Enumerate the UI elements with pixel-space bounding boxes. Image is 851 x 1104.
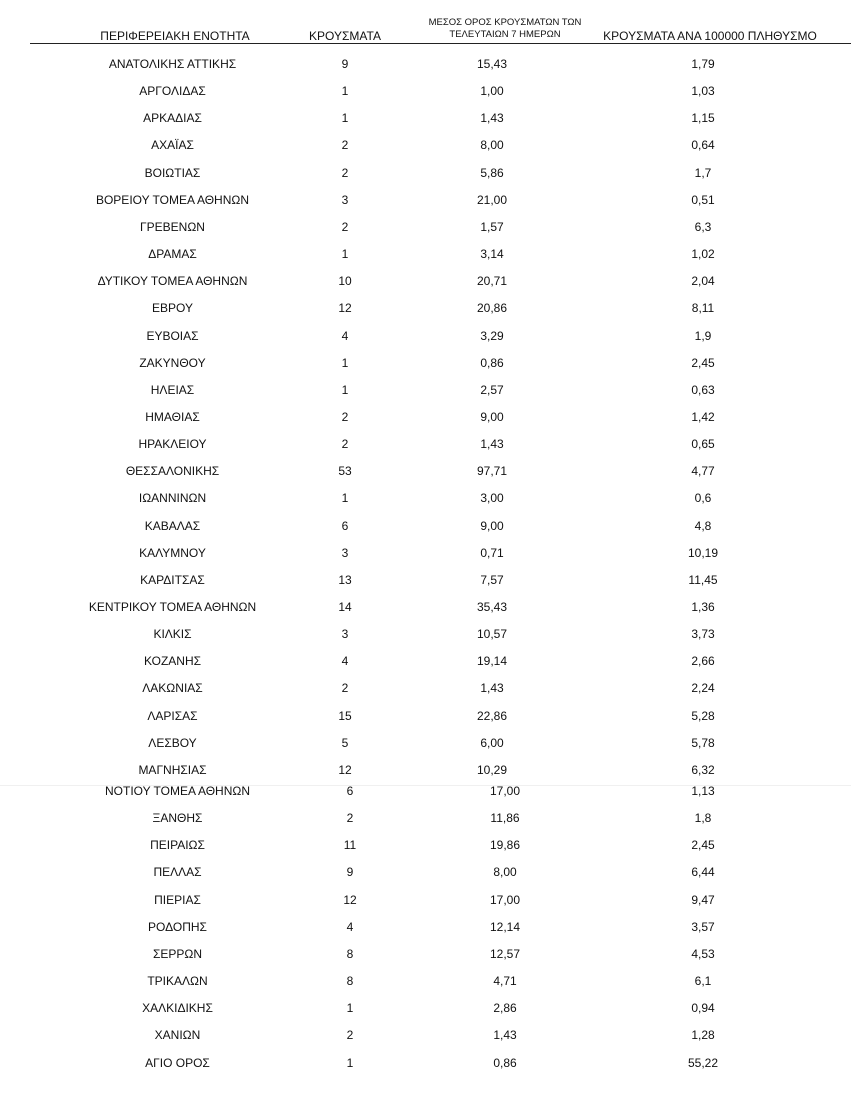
avg7-cell: 10,29: [476, 762, 508, 777]
table-row: [0, 517, 851, 535]
table-row: [0, 999, 851, 1017]
avg7-cell: 20,86: [476, 301, 508, 316]
region-cell: ΑΧΑΪΑΣ: [151, 138, 194, 153]
region-cell: ΜΑΓΝΗΣΙΑΣ: [138, 762, 207, 777]
per100k-cell: 8,11: [691, 301, 715, 316]
table-row: [0, 891, 851, 909]
cases-cell: 15: [338, 708, 352, 723]
avg7-cell: 15,43: [476, 57, 508, 71]
cases-cell: 2: [341, 165, 349, 180]
per100k-cell: 11,45: [688, 572, 718, 587]
cases-cell: 1: [346, 1001, 354, 1016]
region-cell: ΗΡΑΚΛΕΙΟΥ: [138, 437, 207, 452]
region-cell: ΓΡΕΒΕΝΩΝ: [140, 219, 205, 234]
avg7-cell: 11,86: [490, 811, 520, 826]
avg7-cell: 19,86: [489, 838, 521, 853]
avg7-cell: 2,57: [480, 382, 504, 397]
per100k-cell: 2,04: [691, 274, 715, 289]
per100k-cell: 2,66: [691, 654, 715, 669]
region-cell: ΗΛΕΙΑΣ: [150, 382, 195, 397]
avg7-cell: 8,00: [480, 138, 504, 153]
region-cell: ΔΥΤΙΚΟΥ ΤΟΜΕΑ ΑΘΗΝΩΝ: [97, 274, 248, 289]
avg7-cell: 8,00: [493, 865, 517, 880]
per100k-cell: 5,28: [691, 708, 715, 723]
cases-cell: 2: [341, 437, 349, 452]
region-cell: ΑΡΓΟΛΙΔΑΣ: [139, 84, 206, 99]
header-cases-per-100k: ΚΡΟΥΣΜΑΤΑ ΑΝΑ 100000 ΠΛΗΘΥΣΜΟ: [603, 29, 817, 43]
cases-cell: 12: [338, 762, 352, 777]
per100k-cell: 4,8: [694, 518, 712, 533]
avg7-cell: 12,57: [489, 946, 521, 961]
per100k-cell: 4,53: [691, 946, 715, 961]
avg7-cell: 6,00: [480, 735, 504, 750]
avg7-cell: 19,14: [476, 654, 508, 669]
cases-cell: 11: [343, 838, 357, 853]
per100k-cell: 1,28: [691, 1028, 715, 1043]
cases-cell: 8: [346, 974, 354, 989]
per100k-cell: 0,6: [694, 491, 712, 506]
per100k-cell: 0,64: [691, 138, 715, 153]
table-row: [0, 972, 851, 990]
table-row: [0, 707, 851, 725]
table-row: [0, 381, 851, 399]
avg7-cell: 1,43: [480, 111, 504, 126]
table-row: [0, 245, 851, 263]
header-cases: ΚΡΟΥΣΜΑΤΑ: [309, 29, 381, 43]
avg7-cell: 7,57: [480, 572, 504, 587]
per100k-cell: 3,73: [691, 627, 715, 642]
per100k-cell: 1,7: [694, 165, 712, 180]
region-cell: ΚΙΛΚΙΣ: [153, 627, 192, 642]
cases-cell: 2: [346, 1028, 354, 1043]
cases-cell: 4: [341, 654, 349, 669]
cases-cell: 53: [338, 464, 352, 479]
table-row: [0, 354, 851, 372]
cases-cell: 2: [341, 409, 349, 424]
per100k-cell: 1,13: [691, 784, 715, 798]
region-cell: ΘΕΣΣΑΛΟΝΙΚΗΣ: [125, 464, 220, 479]
cases-cell: 12: [338, 301, 352, 316]
per100k-cell: 2,24: [691, 681, 715, 696]
region-cell: ΒΟΙΩΤΙΑΣ: [144, 165, 201, 180]
header-7day-average-line2: ΤΕΛΕΥΤΑΙΩΝ 7 ΗΜΕΡΩΝ: [449, 29, 561, 40]
per100k-cell: 10,19: [687, 545, 719, 560]
region-cell: ΚΑΛΥΜΝΟΥ: [139, 545, 206, 560]
cases-cell: 1: [341, 84, 349, 99]
table-row: [0, 836, 851, 854]
region-cell: ΝΟΤΙΟΥ ΤΟΜΕΑ ΑΘΗΝΩΝ: [104, 784, 251, 798]
region-cell: ΖΑΚΥΝΘΟΥ: [139, 355, 206, 370]
table-row: [0, 625, 851, 643]
table-row: [0, 945, 851, 963]
cases-cell: 1: [341, 247, 349, 262]
avg7-cell: 3,14: [480, 247, 504, 262]
per100k-cell: 1,42: [691, 409, 715, 424]
table-row: [0, 55, 851, 73]
cases-cell: 9: [341, 57, 349, 71]
avg7-cell: 1,57: [480, 219, 504, 234]
header-region: ΠΕΡΙΦΕΡΕΙΑΚΗ ΕΝΟΤΗΤΑ: [100, 29, 250, 43]
avg7-cell: 1,43: [480, 681, 504, 696]
avg7-cell: 22,86: [476, 708, 508, 723]
table-row: [0, 435, 851, 453]
per100k-cell: 0,65: [691, 437, 715, 452]
cases-cell: 3: [341, 627, 349, 642]
table-row: [0, 652, 851, 670]
per100k-cell: 6,32: [691, 762, 715, 777]
cases-cell: 1: [341, 111, 349, 126]
region-cell: ΧΑΛΚΙΔΙΚΗΣ: [142, 1001, 213, 1016]
table-row: [0, 544, 851, 562]
per100k-cell: 1,8: [694, 811, 712, 826]
avg7-cell: 1,43: [480, 437, 504, 452]
table-row: [0, 462, 851, 480]
avg7-cell: 3,00: [480, 491, 504, 506]
avg7-cell: 9,00: [480, 409, 504, 424]
cases-cell: 2: [341, 219, 349, 234]
per100k-cell: 1,15: [691, 111, 715, 126]
table-row: [0, 734, 851, 752]
table-row: [0, 571, 851, 589]
table-row: [0, 1026, 851, 1044]
table-row: [0, 918, 851, 936]
region-cell: ΠΕΛΛΑΣ: [153, 865, 202, 880]
cases-cell: 13: [338, 572, 352, 587]
region-cell: ΚΕΝΤΡΙΚΟΥ ΤΟΜΕΑ ΑΘΗΝΩΝ: [88, 600, 257, 614]
table-row: [0, 272, 851, 290]
avg7-cell: 5,86: [480, 165, 504, 180]
avg7-cell: 12,14: [489, 919, 521, 934]
region-cell: ΞΑΝΘΗΣ: [152, 811, 203, 826]
per100k-cell: 55,22: [687, 1055, 719, 1070]
avg7-cell: 35,43: [476, 600, 508, 614]
region-cell: ΧΑΝΙΩΝ: [154, 1028, 201, 1043]
region-cell: ΛΕΣΒΟΥ: [148, 735, 197, 750]
cases-cell: 8: [346, 946, 354, 961]
table-row: [0, 136, 851, 154]
region-cell: ΕΥΒΟΙΑΣ: [146, 328, 199, 343]
region-cell: ΣΕΡΡΩΝ: [152, 946, 203, 961]
table-row: [0, 218, 851, 236]
avg7-cell: 1,43: [493, 1028, 517, 1043]
per100k-cell: 2,45: [691, 838, 715, 853]
cases-cell: 2: [341, 681, 349, 696]
cases-cell: 1: [341, 355, 349, 370]
per100k-cell: 2,45: [691, 355, 715, 370]
region-cell: ΑΓΙΟ ΟΡΟΣ: [145, 1055, 210, 1070]
cases-cell: 10: [338, 274, 352, 289]
cases-cell: 9: [346, 865, 354, 880]
table-row: [0, 1054, 851, 1072]
cases-cell: 4: [346, 919, 354, 934]
table-row: [0, 761, 851, 779]
region-cell: ΠΕΙΡΑΙΩΣ: [150, 838, 205, 853]
region-cell: ΠΙΕΡΙΑΣ: [154, 892, 201, 907]
avg7-cell: 4,71: [493, 974, 517, 989]
table-row: [0, 327, 851, 345]
cases-cell: 1: [341, 382, 349, 397]
table-row: [0, 489, 851, 507]
avg7-cell: 97,71: [476, 464, 508, 479]
region-cell: ΒΟΡΕΙΟΥ ΤΟΜΕΑ ΑΘΗΝΩΝ: [95, 192, 250, 207]
region-cell: ΑΡΚΑΔΙΑΣ: [143, 111, 202, 126]
cases-cell: 12: [343, 892, 357, 907]
cases-cell: 5: [341, 735, 349, 750]
per100k-cell: 9,47: [691, 892, 715, 907]
region-cell: ΑΝΑΤΟΛΙΚΗΣ ΑΤΤΙΚΗΣ: [108, 57, 237, 71]
region-cell: ΕΒΡΟΥ: [152, 301, 193, 316]
avg7-cell: 0,71: [480, 545, 504, 560]
region-cell: ΔΡΑΜΑΣ: [148, 247, 197, 262]
table-row: [0, 82, 851, 100]
per100k-cell: 0,51: [691, 192, 715, 207]
per100k-cell: 1,02: [691, 247, 715, 262]
avg7-cell: 17,00: [489, 784, 521, 798]
per100k-cell: 6,3: [694, 219, 712, 234]
region-cell: ΗΜΑΘΙΑΣ: [145, 409, 200, 424]
avg7-cell: 0,86: [480, 355, 504, 370]
cases-cell: 2: [341, 138, 349, 153]
region-cell: ΚΟΖΑΝΗΣ: [143, 654, 202, 669]
region-cell: ΛΑΡΙΣΑΣ: [147, 708, 198, 723]
per100k-cell: 4,77: [691, 464, 715, 479]
per100k-cell: 6,1: [694, 974, 712, 989]
region-cell: ΡΟΔΟΠΗΣ: [148, 919, 207, 934]
region-cell: ΙΩΑΝΝΙΝΩΝ: [138, 491, 207, 506]
region-cell: ΚΑΒΑΛΑΣ: [144, 518, 201, 533]
header-7day-average-line1: ΜΕΣΟΣ ΟΡΟΣ ΚΡΟΥΣΜΑΤΩΝ ΤΩΝ: [428, 17, 582, 28]
table-row: [0, 299, 851, 317]
per100k-cell: 0,94: [691, 1001, 715, 1016]
avg7-cell: 9,00: [480, 518, 504, 533]
cases-cell: 6: [341, 518, 349, 533]
region-cell: ΛΑΚΩΝΙΑΣ: [142, 681, 203, 696]
avg7-cell: 0,86: [493, 1055, 517, 1070]
cases-cell: 2: [346, 811, 354, 826]
table-row: [0, 598, 851, 616]
avg7-cell: 2,86: [493, 1001, 517, 1016]
cases-cell: 3: [341, 192, 349, 207]
cases-cell: 4: [341, 328, 349, 343]
cases-cell: 6: [346, 784, 354, 798]
table-row: [0, 782, 851, 800]
table-row: [0, 191, 851, 209]
per100k-cell: 1,79: [691, 57, 715, 71]
table-row: [0, 408, 851, 426]
avg7-cell: 10,57: [476, 627, 508, 642]
table-row: [0, 109, 851, 127]
per100k-cell: 1,9: [694, 328, 712, 343]
per100k-cell: 5,78: [691, 735, 715, 750]
cases-cell: 3: [341, 545, 349, 560]
per100k-cell: 1,36: [691, 600, 715, 614]
cases-cell: 1: [346, 1055, 354, 1070]
avg7-cell: 17,00: [489, 892, 521, 907]
table-row: [0, 679, 851, 697]
per100k-cell: 0,63: [691, 382, 715, 397]
per100k-cell: 6,44: [691, 865, 715, 880]
avg7-cell: 3,29: [480, 328, 504, 343]
table-row: [0, 809, 851, 827]
avg7-cell: 1,00: [480, 84, 504, 99]
per100k-cell: 3,57: [691, 919, 715, 934]
avg7-cell: 21,00: [476, 192, 508, 207]
table-row: [0, 863, 851, 881]
per100k-cell: 1,03: [691, 84, 715, 99]
region-cell: ΚΑΡΔΙΤΣΑΣ: [140, 572, 205, 587]
cases-cell: 1: [341, 491, 349, 506]
cases-cell: 14: [338, 600, 352, 614]
region-cell: ΤΡΙΚΑΛΩΝ: [147, 974, 208, 989]
table-row: [0, 164, 851, 182]
avg7-cell: 20,71: [476, 274, 508, 289]
